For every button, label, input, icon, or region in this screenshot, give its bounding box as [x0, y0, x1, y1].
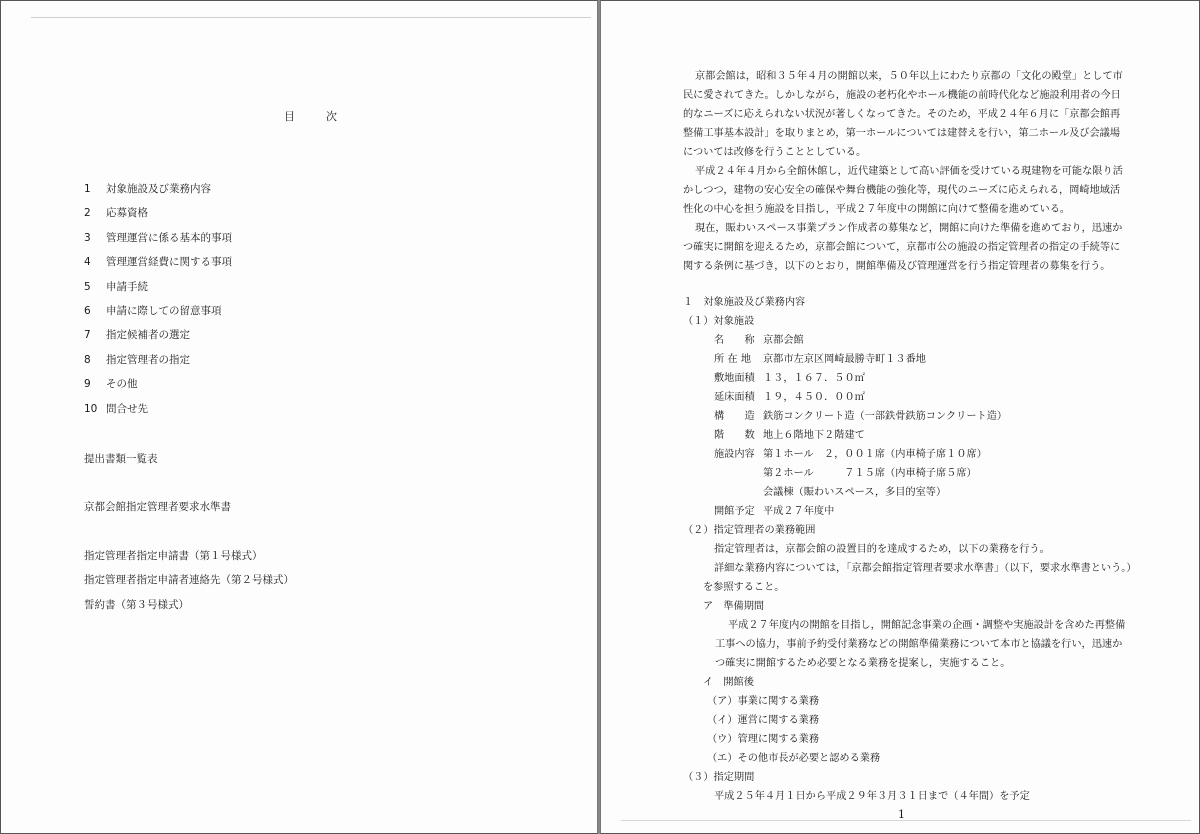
- intro-line: 平成２４年４月から全館休館し，近代建築として高い評価を受けている現建物を可能な限り活: [695, 166, 1123, 177]
- toc-item-label: 指定候補者の選定: [106, 329, 190, 342]
- toc-item: [84, 254, 232, 278]
- toc-item-label: 管理運営経費に関する事項: [106, 256, 232, 269]
- intro-line: 京都会館は，昭和３５年４月の開館以来，５０年以上にわたり京都の「文化の殿堂」として市: [695, 71, 1123, 82]
- scope-line: を参照すること。: [703, 582, 785, 593]
- intro-line: つ確実に開館を迎えるため，京都会館について，京都市公の施設の指定管理者の指定の手続等に: [683, 242, 1121, 253]
- scan-edge-line: [31, 17, 591, 18]
- after-item: （エ）その他市長が必要と認める業務: [707, 753, 881, 764]
- facility-label: 施設内容: [714, 449, 755, 460]
- facility-label: 所 在 地: [714, 354, 752, 365]
- toc-item: [84, 181, 232, 205]
- toc-item: [84, 303, 232, 327]
- toc-item-number: 7: [84, 329, 91, 342]
- after-item: （イ）運営に関する業務: [707, 715, 820, 726]
- page-number: 1: [898, 808, 905, 821]
- toc-item: [84, 279, 232, 303]
- item-heading: ア 準備期間: [703, 601, 765, 612]
- after-item: （ア）事業に関する業務: [707, 696, 820, 707]
- after-item: （ウ）管理に関する業務: [707, 734, 820, 745]
- intro-line: 的なニーズに応えられない状況が著しくなってきた。そのため，平成２４年６月に「京都会館再: [683, 109, 1121, 120]
- toc-item-label: 問合せ先: [106, 402, 148, 415]
- prep-line: 工事への協力，事前予約受付業務などの開館準備業務について本市と協議を行い，迅速か: [715, 639, 1123, 650]
- toc-item-number: 6: [84, 304, 91, 317]
- toc-item-number: 5: [84, 280, 91, 293]
- facility-value: 地上６階地下２階建て: [763, 430, 865, 441]
- facility-label: 敷地面積: [714, 373, 755, 384]
- left-page: [0, 0, 598, 834]
- intro-line: 民に愛されてきた。しかしながら，施設の老朽化やホール機能の前時代化など施設利用者の今日: [683, 90, 1121, 101]
- subsection-heading: （１）対象施設: [683, 316, 755, 327]
- scope-line: 詳細な業務内容については，「京都会館指定管理者要求水準書」（以下，要求水準書という。）: [714, 563, 1137, 574]
- facility-value: 会議棟（賑わいスペース，多目的室等）: [763, 487, 947, 498]
- facility-label: 構 造: [714, 411, 755, 422]
- facility-value: 鉄筋コンクリート造（一部鉄骨鉄筋コンクリート造）: [763, 411, 1008, 422]
- toc-item: [84, 327, 232, 351]
- intro-line: 性化の中心を担う施設を目指し，平成２７年度中の開館に向けて整備を進めている。: [683, 204, 1071, 215]
- period-text: 平成２５年４月１日から平成２９年３月３１日まで（４年間）を予定: [714, 791, 1030, 802]
- facility-value: 第１ホール ２，００１席（内車椅子席１０席）: [763, 449, 987, 460]
- toc-title: 目 次: [284, 110, 347, 123]
- form-item: 指定管理者指定申請者連絡先（第２号様式）: [84, 574, 294, 586]
- toc-item-number: 9: [84, 378, 91, 391]
- facility-label: 名 称: [714, 335, 755, 346]
- intro-line: 整備工事基本設計」を取りまとめ，第一ホールについては建替えを行い，第二ホール及び会議場: [683, 128, 1121, 139]
- toc-item-label: 指定管理者の指定: [106, 353, 190, 366]
- form-item: 指定管理者指定申請書（第１号様式）: [84, 550, 263, 562]
- toc-item-label: 申請手続: [106, 280, 148, 293]
- toc-item-number: 4: [84, 256, 91, 269]
- section-heading: １ 対象施設及び業務内容: [683, 297, 806, 308]
- subsection-heading: （３）指定期間: [683, 772, 755, 783]
- toc-item-number: 3: [84, 231, 91, 244]
- toc-item-label: 管理運営に係る基本的事項: [106, 231, 232, 244]
- toc-item: [84, 205, 232, 229]
- toc-item-label: 応募資格: [106, 207, 148, 220]
- toc-item-number: 1: [84, 183, 91, 195]
- intro-line: 現在，賑わいスペース事業プラン作成者の募集など，開館に向けた準備を進めており，迅速か: [695, 223, 1123, 234]
- facility-value: 第２ホール ７１５席（内車椅子席５席）: [763, 468, 977, 479]
- facility-label: 延床面積: [714, 392, 755, 403]
- form-item: 誓約書（第３号様式）: [84, 599, 189, 611]
- facility-value: １３，１６７．５０㎡: [763, 373, 865, 384]
- scan-edge-line: [621, 820, 1191, 821]
- toc-item: [84, 352, 232, 376]
- facility-value: １９，４５０．００㎡: [763, 392, 865, 403]
- toc-item-number: 2: [84, 207, 91, 220]
- scope-line: 指定管理者は，京都会館の設置目的を達成するため，以下の業務を行う。: [714, 544, 1050, 555]
- toc-item: [84, 401, 232, 425]
- intro-line: については改修を行うこととしている。: [683, 147, 867, 158]
- toc-item-label: 申請に際しての留意事項: [106, 304, 222, 317]
- doc-list-heading: 提出書類一覧表: [84, 453, 158, 465]
- intro-line: 関する条例に基づき，以下のとおり，開館準備及び管理運営を行う指定管理者の募集を行う。: [683, 261, 1111, 272]
- facility-label: 階 数: [714, 430, 755, 441]
- prep-line: 平成２７年度内の開館を目指し，開館記念事業の企画・調整や実施設計を含めた再整備: [728, 620, 1126, 631]
- toc-item-number: 8: [84, 353, 91, 366]
- toc-item-number: 10: [84, 402, 98, 415]
- toc-item-label: 対象施設及び業務内容: [106, 183, 211, 195]
- toc-list: [84, 181, 232, 425]
- subsection-heading: （２）指定管理者の業務範囲: [683, 525, 816, 536]
- facility-value: 京都市左京区岡崎最勝寺町１３番地: [763, 354, 926, 365]
- requirements-doc-title: 京都会館指定管理者要求水準書: [84, 501, 231, 513]
- toc-item: [84, 376, 232, 400]
- intro-line: かしつつ，建物の安心安全の確保や舞台機能の強化等，現代のニーズに応えられる，岡崎地域活: [683, 185, 1121, 196]
- facility-value: 平成２７年度中: [763, 506, 835, 517]
- toc-item-label: その他: [106, 378, 138, 391]
- toc-item: [84, 230, 232, 254]
- item-heading: イ 開館後: [703, 677, 754, 688]
- facility-value: 京都会館: [763, 335, 804, 346]
- prep-line: つ確実に開館するため必要となる業務を提案し，実施すること。: [715, 658, 1011, 669]
- facility-label: 開館予定: [714, 506, 755, 517]
